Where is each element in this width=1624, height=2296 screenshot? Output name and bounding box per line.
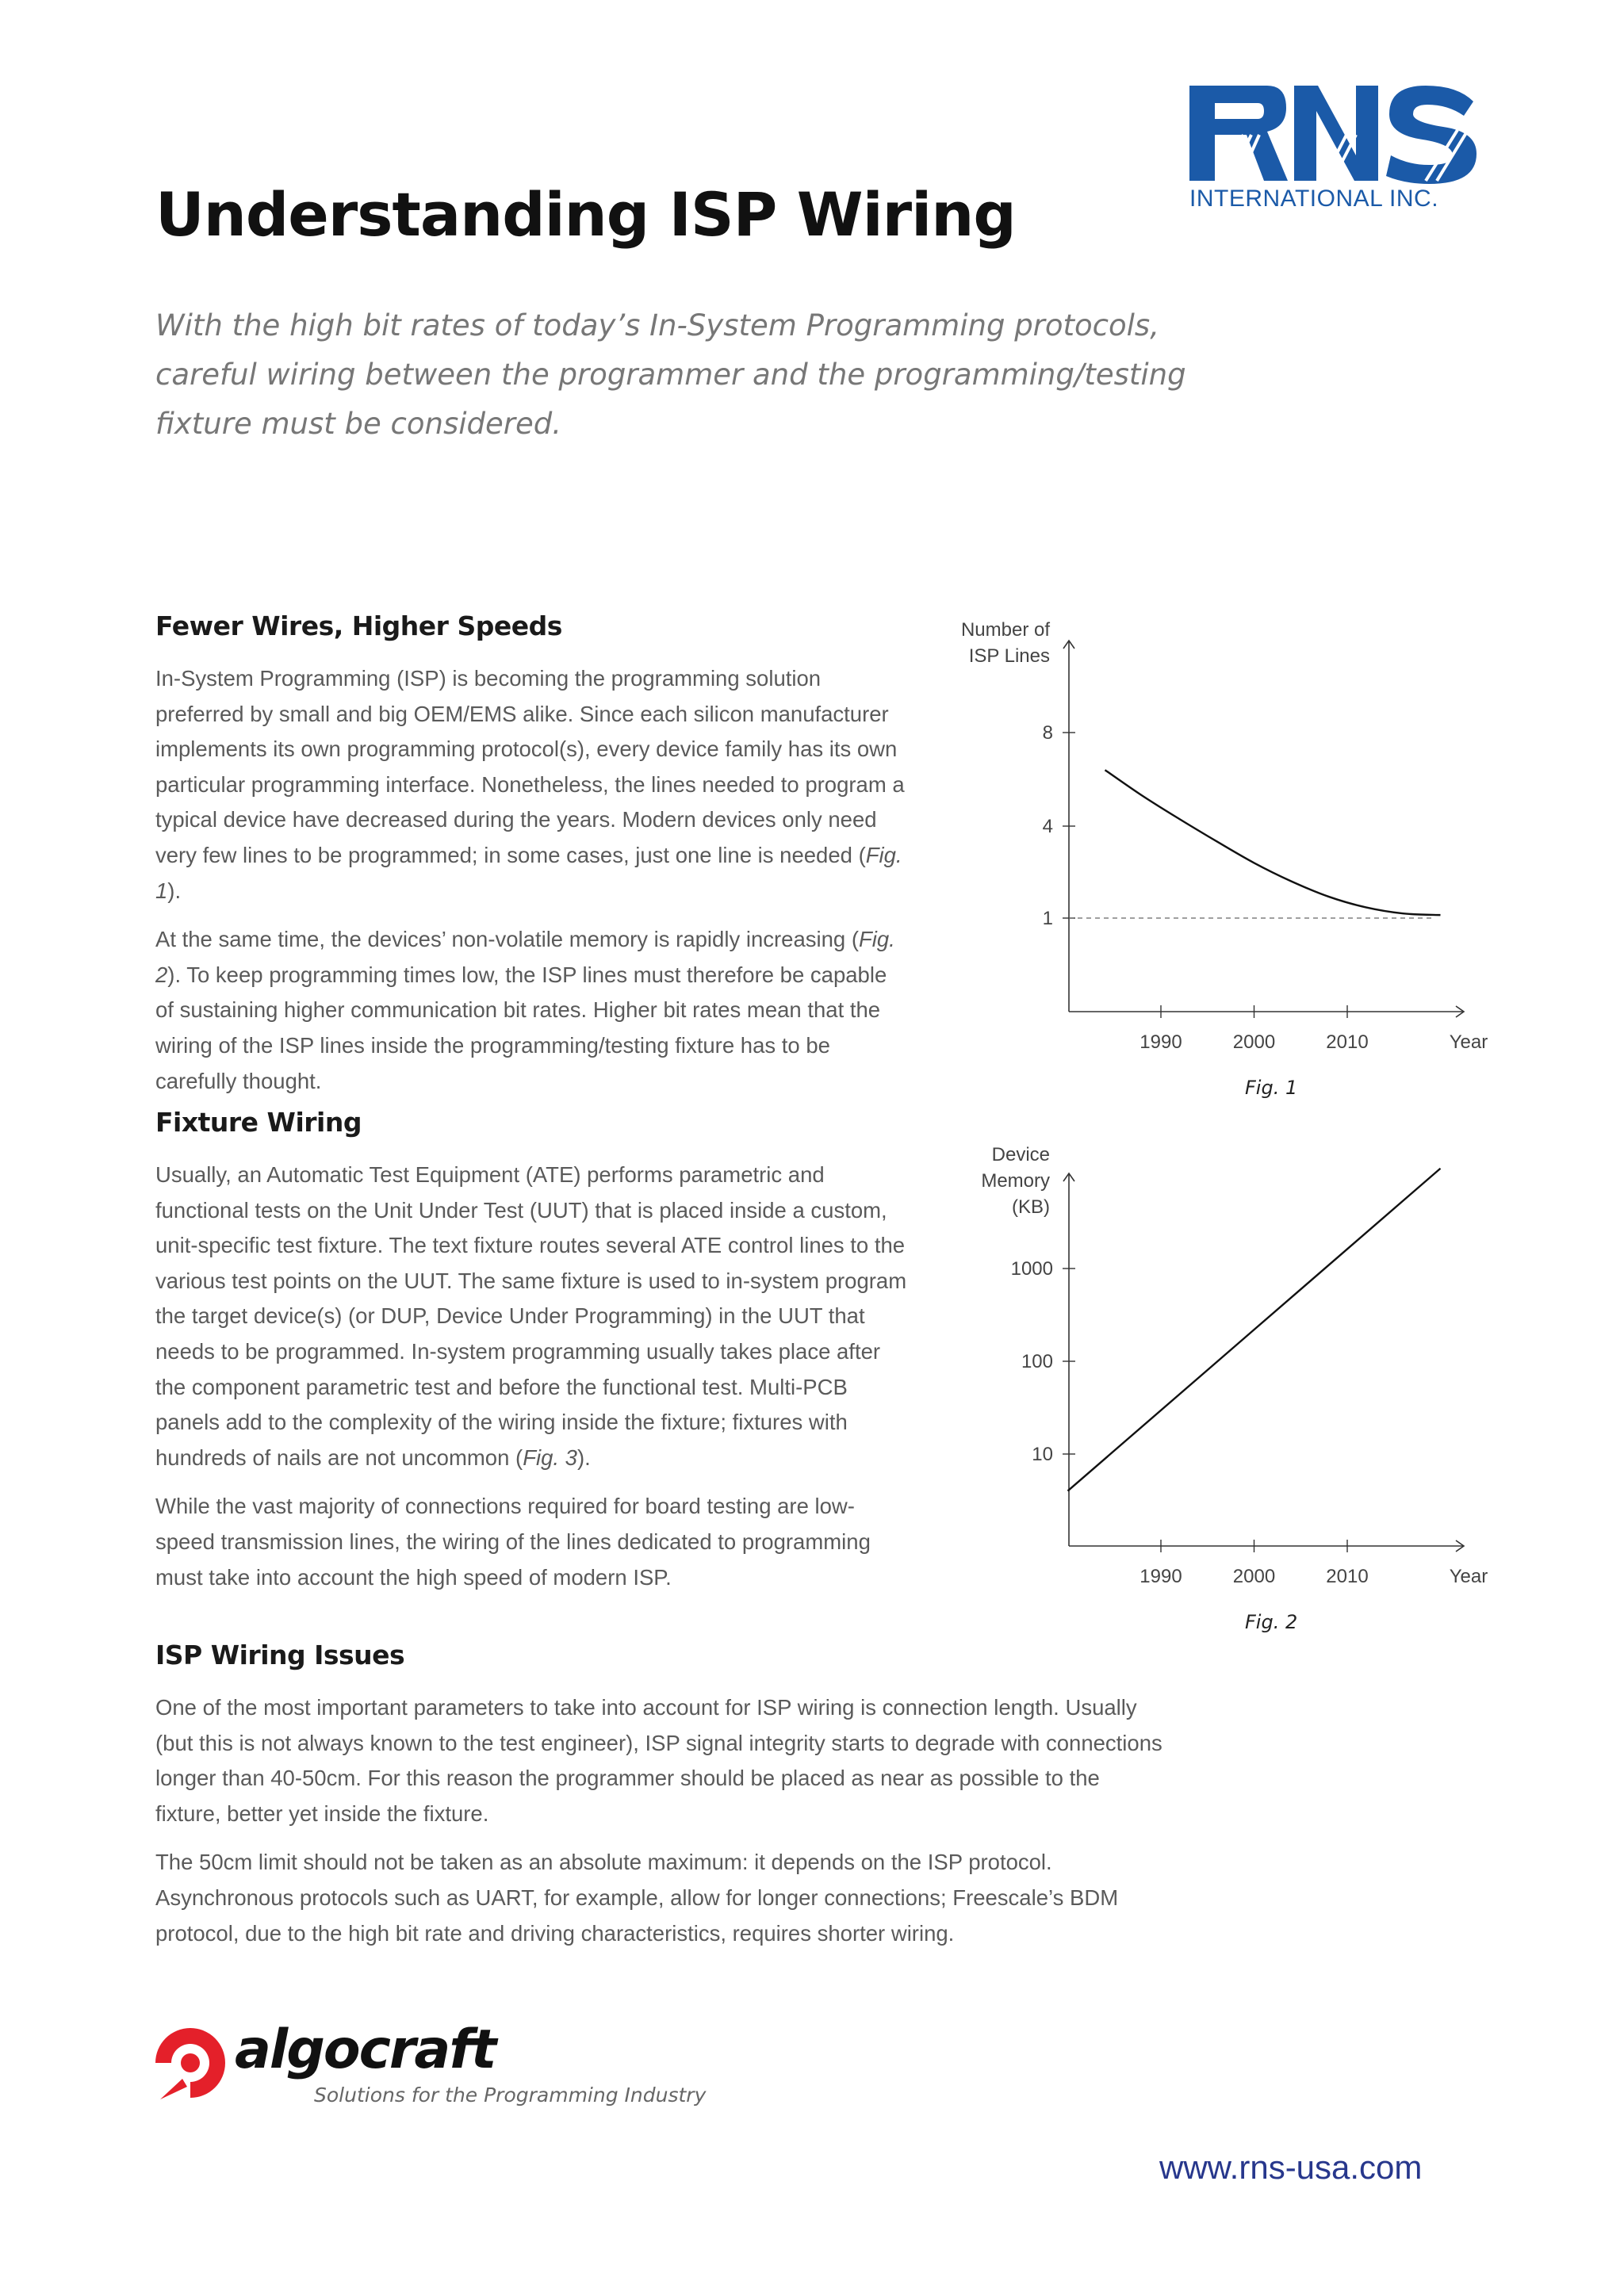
heading-fewer-wires: Fewer Wires, Higher Speeds: [155, 610, 562, 641]
heading-isp-issues: ISP Wiring Issues: [155, 1640, 405, 1670]
y-tick-label: 1: [1042, 908, 1053, 929]
y-tick-label: 1000: [1010, 1258, 1053, 1280]
paragraph: The 50cm limit should not be taken as an absolute maximum: it depends on the ISP protocol. Asynchronous protocols such as UART, for example, allow for longer connections; Freescale’s BDM protocol, due to the high bit rate and driving characteristics, requires shorter wiring.: [155, 1850, 1119, 1946]
algocraft-tagline: Solutions for the Programming Industry: [314, 2084, 707, 2107]
page-title: Understanding ISP Wiring: [155, 179, 1016, 250]
x-tick-label: 2000: [1232, 1566, 1276, 1587]
x-tick-label: 1990: [1139, 1031, 1182, 1053]
y-axis-label: Device: [991, 1144, 1050, 1165]
section-fixture-wiring-body: [155, 1158, 909, 1609]
x-tick-label: 2000: [1232, 1031, 1276, 1053]
y-axis-label: (KB): [1012, 1196, 1050, 1218]
paragraph: One of the most important parameters to take into account for ISP wiring is connection length. Usually (but this is not always known to the test engineer), ISP signal integrity starts to degrade with connections longer than 40-50cm. For this reason the programmer should be placed as near as possible to the fixture, better yet inside the fixture.: [155, 1695, 1162, 1826]
rns-subtitle: INTERNATIONAL INC.: [1189, 186, 1439, 212]
section-fewer-wires-body: [155, 661, 909, 1112]
y-tick-label: 8: [1042, 722, 1053, 744]
x-tick-label: 2010: [1326, 1566, 1369, 1587]
algocraft-wordmark: algocraft: [235, 2019, 496, 2081]
website-link[interactable]: www.rns-usa.com: [1159, 2149, 1423, 2186]
y-tick-label: 4: [1042, 816, 1053, 837]
y-axis-label: ISP Lines: [968, 645, 1050, 667]
section-isp-issues-body: [155, 1690, 1170, 1965]
fig1-caption: Fig. 1: [1245, 1077, 1298, 1099]
intro-paragraph: With the high bit rates of today’s In-System Programming protocols, careful wiring between the programmer and the programming/testing fixture must be considered.: [155, 308, 1186, 441]
paragraph: Usually, an Automatic Test Equipment (ATE) performs parametric and functional tests on the Unit Under Test (UUT) that is placed inside a custom, unit-specific test fixture. The text fixture routes several ATE control lines to the various test points on the UUT. The same fixture is used to in-system program the target device(s) (or DUP, Device Under Programming) in the UUT that needs to be programmed. In-system programming usually takes place after the component parametric test and before the functional test. Multi-PCB panels add to the complexity of the wiring inside the fixture; fixtures with hundreds of nails are not uncommon (Fig. 3).: [155, 1162, 907, 1470]
paragraph: While the vast majority of connections required for board testing are low-speed transmission lines, the wiring of the lines dedicated to programming must take into account the high speed of modern ISP.: [155, 1494, 871, 1590]
fig2-caption: Fig. 2: [1245, 1611, 1298, 1633]
series-line: [1068, 1169, 1441, 1491]
chart-device-memory: [936, 1135, 1491, 1595]
paragraph: In-System Programming (ISP) is becoming the programming solution preferred by small and big OEM/EMS alike. Since each silicon manufacturer implements its own programming protocol(s), every device family has its own particular programming interface. Nonetheless, the lines needed to program a typical device have decreased during the years. Modern devices only need very few lines to be programmed; in some cases, just one line is needed (Fig. 1).: [155, 666, 905, 903]
chart-isp-lines: [936, 610, 1491, 1062]
y-tick-label: 100: [1021, 1351, 1053, 1372]
fig-reference: Fig. 2: [155, 927, 895, 987]
fig-reference: Fig. 1: [155, 842, 902, 903]
fig-reference: Fig. 3: [523, 1445, 577, 1470]
y-tick-label: 10: [1032, 1444, 1053, 1465]
x-tick-label: 1990: [1139, 1566, 1182, 1587]
y-axis-label: Memory: [981, 1170, 1050, 1192]
series-line: [1105, 770, 1441, 915]
heading-fixture-wiring: Fixture Wiring: [155, 1107, 362, 1138]
x-tick-label: 2010: [1326, 1031, 1369, 1053]
paragraph: At the same time, the devices’ non-volatile memory is rapidly increasing (Fig. 2). To keep programming times low, the ISP lines must therefore be capable of sustaining higher communication bit rates. Higher bit rates mean that the wiring of the ISP lines inside the programming/testing fixture has to be carefully thought.: [155, 927, 895, 1093]
x-axis-label: Year: [1449, 1566, 1488, 1587]
x-axis-label: Year: [1449, 1031, 1488, 1053]
y-axis-label: Number of: [960, 619, 1050, 641]
algocraft-icon: [151, 2023, 230, 2103]
